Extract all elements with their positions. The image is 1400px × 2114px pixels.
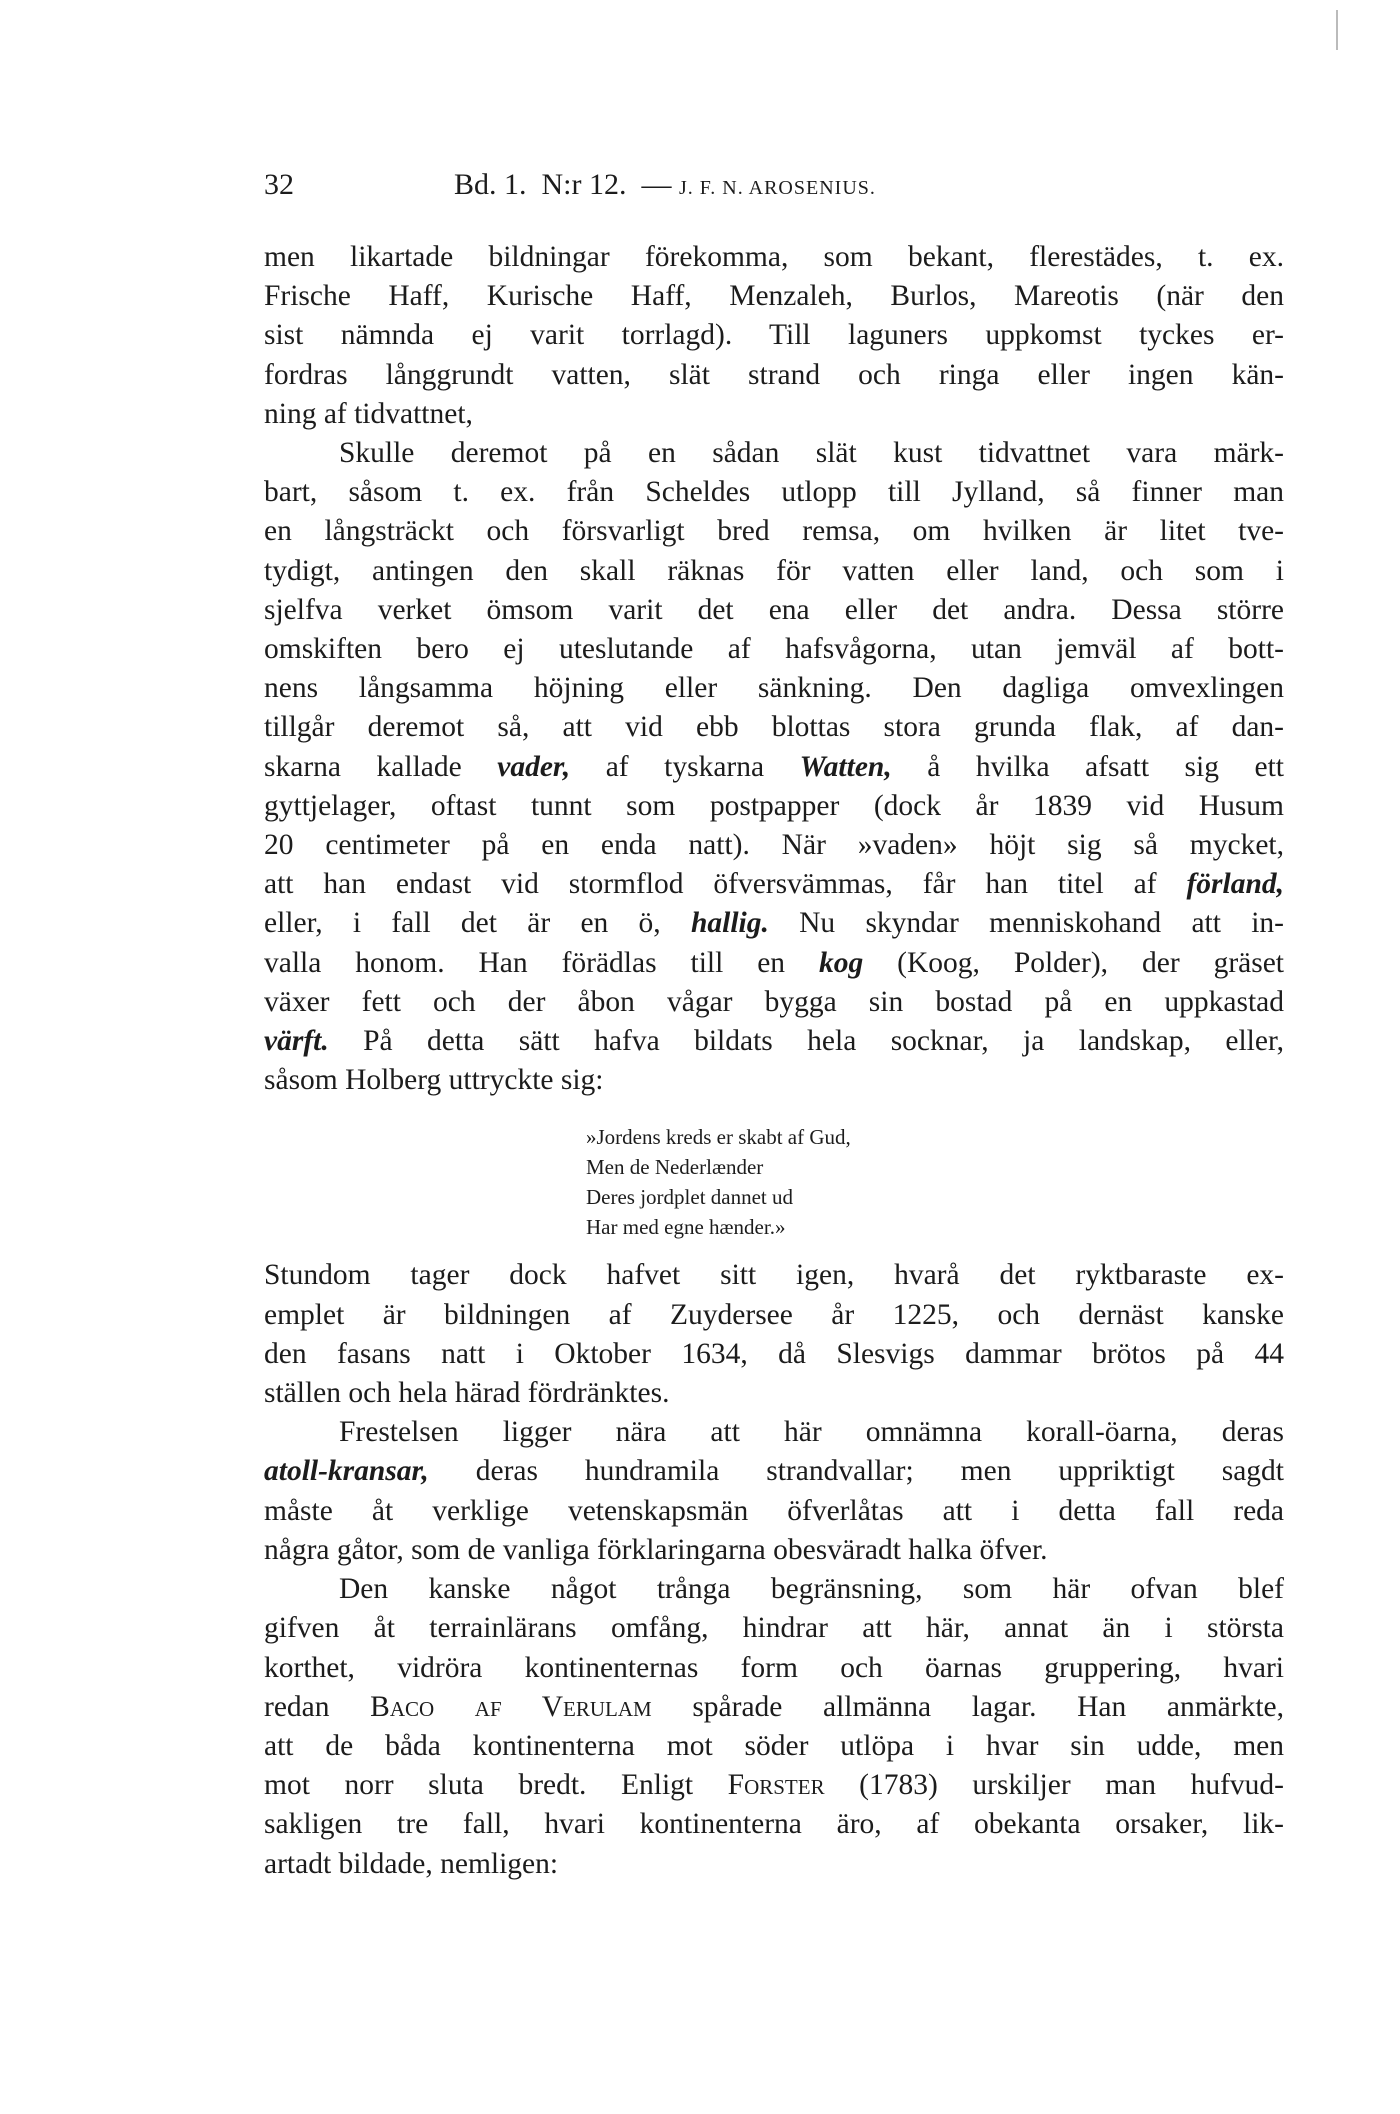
text-line: Stundom tager dock hafvet sitt igen, hvarå det ryktbaraste ex- xyxy=(264,1259,1284,1292)
text-run: (1783) urskiljer man hufvud- xyxy=(824,1769,1284,1802)
text-run: spårade allmänna lagar. Han anmärkte, xyxy=(651,1690,1284,1723)
text-run: mot norr sluta bredt. Enligt xyxy=(264,1769,728,1802)
text-line xyxy=(264,748,1284,787)
text-line xyxy=(264,1688,1284,1727)
text-line: måste åt verklige vetenskapsmän öfverlåtas att i detta fall reda xyxy=(264,1494,1284,1527)
text-line: artadt bildade, nemligen: xyxy=(264,1847,559,1880)
text-line: att de båda kontinenterna mot söder utlöpa i hvar sin udde, men xyxy=(264,1729,1284,1762)
text-run: (Koog, Polder), der gräset xyxy=(863,946,1285,979)
italic-term: kog xyxy=(818,946,864,979)
text-line: men likartade bildningar förekomma, som bekant, flerestädes, t. ex. xyxy=(264,241,1284,273)
running-head-volume xyxy=(454,168,876,202)
text-run: redan xyxy=(264,1690,371,1723)
italic-term: atoll-kransar, xyxy=(264,1455,429,1488)
book-page xyxy=(264,168,1284,1884)
text-run: att han endast vid stormflod öfversvämmas, får han titel af xyxy=(264,868,1187,901)
italic-term: vader, xyxy=(497,750,571,783)
text-run: eller, i fall det är en ö, xyxy=(264,907,691,940)
italic-term: förland, xyxy=(1186,868,1284,901)
quoted-verse xyxy=(586,1122,1284,1242)
text-line: såsom Holberg uttryckte sig: xyxy=(264,1064,604,1097)
verse-line: Har med egne hænder.» xyxy=(586,1215,786,1240)
text-line: 20 centimeter på en enda natt). När »vaden» höjt sig så mycket, xyxy=(264,829,1284,862)
author-name: Baco af Verulam xyxy=(370,1690,652,1723)
text-line: ställen och hela härad fördränktes. xyxy=(264,1377,670,1410)
body-text xyxy=(264,238,1284,1884)
text-line xyxy=(264,1452,1284,1491)
text-run: å hvilka afsatt sig ett xyxy=(891,750,1285,783)
text-line: sist nämnda ej varit torrlagd). Till laguners uppkomst tyckes er- xyxy=(264,319,1284,352)
italic-term: Watten, xyxy=(799,750,892,783)
text-line xyxy=(264,1022,1284,1061)
text-line: Den kanske något trånga begränsning, som här ofvan blef xyxy=(339,1573,1284,1606)
text-run: af tyskarna xyxy=(570,750,800,783)
text-line: tillgår deremot så, att vid ebb blottas stora grunda flak, af dan- xyxy=(264,711,1284,744)
text-line: ning af tidvattnet, xyxy=(264,397,473,430)
text-line: några gåtor, som de vanliga förklaringarna obesväradt halka öfver. xyxy=(264,1533,1048,1566)
text-line xyxy=(264,865,1284,904)
text-line: bart, såsom t. ex. från Scheldes utlopp till Jylland, så finner man xyxy=(264,476,1284,509)
text-line: sakligen tre fall, hvari kontinenterna äro, af obekanta orsaker, lik- xyxy=(264,1808,1284,1841)
verse-line: Men de Nederlænder xyxy=(586,1155,764,1180)
text-line xyxy=(264,904,1284,943)
text-line: tydigt, antingen den skall räknas för vatten eller land, och som i xyxy=(264,554,1284,587)
text-line: en långsträckt och försvarligt bred remsa, om hvilken är litet tve- xyxy=(264,515,1284,548)
text-line: fordras långgrundt vatten, slät strand och ringa eller ingen kän- xyxy=(264,358,1284,391)
running-head-author: J. F. N. AROSENIUS. xyxy=(679,177,876,199)
text-line: Skulle deremot på en sådan slät kust tidvattnet vara märk- xyxy=(339,437,1284,470)
text-run: deras hundramila strandvallar; men uppriktigt sagdt xyxy=(428,1455,1284,1488)
volume-label: Bd. 1. N:r 12. — xyxy=(454,168,672,201)
page-edge-mark xyxy=(1336,10,1338,50)
running-head xyxy=(264,168,1284,218)
text-line: korthet, vidröra kontinenternas form och öarnas gruppering, hvari xyxy=(264,1651,1284,1684)
verse-line: »Jordens kreds er skabt af Gud, xyxy=(586,1125,851,1150)
text-line: gyttjelager, oftast tunnt som postpapper (dock år 1839 vid Husum xyxy=(264,789,1284,822)
text-line: växer fett och der åbon vågar bygga sin bostad på en uppkastad xyxy=(264,985,1284,1018)
text-line: omskiften bero ej uteslutande af hafsvågorna, utan jemväl af bott- xyxy=(264,633,1284,666)
text-line: emplet är bildningen af Zuydersee år 1225, och dernäst kanske xyxy=(264,1298,1284,1331)
text-run: skarna kallade xyxy=(264,750,498,783)
text-run: valla honom. Han förädlas till en xyxy=(264,946,819,979)
text-line: Frestelsen ligger nära att här omnämna korall-öarna, deras xyxy=(339,1416,1284,1449)
text-run: Nu skyndar menniskohand att in- xyxy=(768,907,1284,940)
italic-term: hallig. xyxy=(690,907,769,940)
text-run: På detta sätt hafva bildats hela socknar, ja landskap, eller, xyxy=(328,1025,1284,1058)
text-line: sjelfva verket ömsom varit det ena eller det andra. Dessa större xyxy=(264,593,1284,626)
text-line: den fasans natt i Oktober 1634, då Slesvigs dammar brötos på 44 xyxy=(264,1337,1284,1370)
text-line: gifven åt terrainlärans omfång, hindrar att här, annat än i största xyxy=(264,1612,1284,1645)
text-line: nens långsamma höjning eller sänkning. Den dagliga omvexlingen xyxy=(264,672,1284,705)
page-number: 32 xyxy=(264,168,294,201)
italic-term: värft. xyxy=(264,1025,329,1058)
author-name: Forster xyxy=(727,1769,825,1802)
verse-line: Deres jordplet dannet ud xyxy=(586,1185,794,1210)
text-line xyxy=(264,1766,1284,1805)
text-line: Frische Haff, Kurische Haff, Menzaleh, Burlos, Mareotis (när den xyxy=(264,280,1284,313)
text-line xyxy=(264,944,1284,983)
